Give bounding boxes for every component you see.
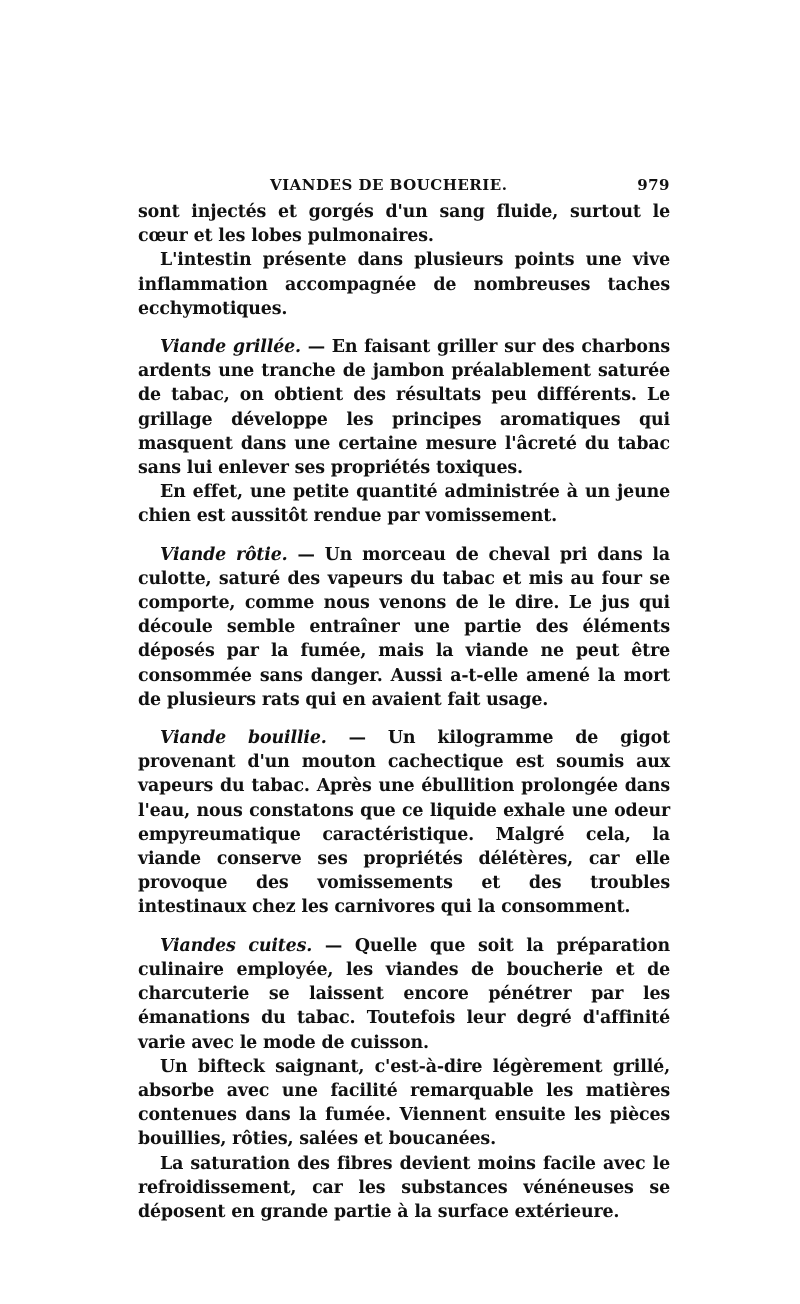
paragraph-text: — Un kilogramme de gigot provenant d'un mouton cachectique est soumis aux vapeurs du tabac. Après une ébullition prolongée dans l'eau, nous constatons que ce liquide exhale une odeur empyreumatique caractéristique. Malgré cela, la viande conserve ses propriétés délétères, car elle provoque des vomissements et des troubles intestinaux chez les carnivores qui la consomment. — [138, 728, 670, 918]
paragraph-continuation — [138, 200, 670, 248]
paragraph-intestin — [138, 248, 670, 321]
section-heading: Viande grillée. — [160, 337, 301, 358]
paragraph-text: sont injectés et gorgés d'un sang fluide, surtout le cœur et les lobes pulmonaires. — [138, 202, 670, 247]
paragraph-text: — Un morceau de cheval pri dans la culotte, saturé des vapeurs du tabac et mis au four se comporte, comme nous venons de le dire. Le jus qui découle semble entraîner une partie des éléments déposés par la fumée, mais la viande ne peut être consommée sans danger. Aussi a-t-elle amené la mort de plusieurs rats qui en avaient fait usage. — [138, 544, 670, 710]
paragraph-text: L'intestin présente dans plusieurs points une vive inflammation accompagnée de nombreuses taches ecchymotiques. — [138, 250, 670, 319]
section-viande-bouillie — [138, 726, 670, 920]
paragraph-en-effet — [138, 480, 670, 528]
book-page — [138, 170, 670, 1224]
running-header — [138, 170, 670, 200]
paragraph-text: La saturation des fibres devient moins facile avec le refroidissement, car les substances vénéneuses se déposent en grande partie à la surface extérieure. — [138, 1153, 670, 1222]
section-heading: Viande rôtie. — [160, 544, 288, 565]
page-body — [138, 200, 670, 1224]
section-viande-grillee — [138, 335, 670, 480]
paragraph-text: — Quelle que soit la préparation culinaire employée, les viandes de boucherie et de charcuterie se laissent encore pénétrer par les émanations du tabac. Toutefois leur degré d'affinité varie avec le mode de cuisson. — [138, 935, 670, 1053]
section-heading: Viandes cuites. — [160, 935, 313, 956]
paragraph-bifteck — [138, 1055, 670, 1152]
running-title: VIANDES DE BOUCHERIE. — [270, 176, 508, 194]
page-number: 979 — [637, 176, 670, 194]
section-heading: Viande bouillie. — [160, 728, 327, 749]
section-viande-rotie — [138, 543, 670, 712]
paragraph-text: Un bifteck saignant, c'est-à-dire légèrement grillé, absorbe avec une facilité remarquable les matières contenues dans la fumée. Viennent ensuite les pièces bouillies, rôties, salées et boucanées. — [138, 1056, 670, 1150]
paragraph-text: En effet, une petite quantité administrée à un jeune chien est aussitôt rendue par vomissement. — [138, 482, 670, 527]
section-viandes-cuites — [138, 934, 670, 1055]
paragraph-text: — En faisant griller sur des charbons ardents une tranche de jambon préalablement saturée de tabac, on obtient des résultats peu différents. Le grillage développe les principes aromatiques qui masquent dans une certaine mesure l'âcreté du tabac sans lui enlever ses propriétés toxiques. — [138, 337, 671, 479]
paragraph-saturation — [138, 1152, 670, 1225]
